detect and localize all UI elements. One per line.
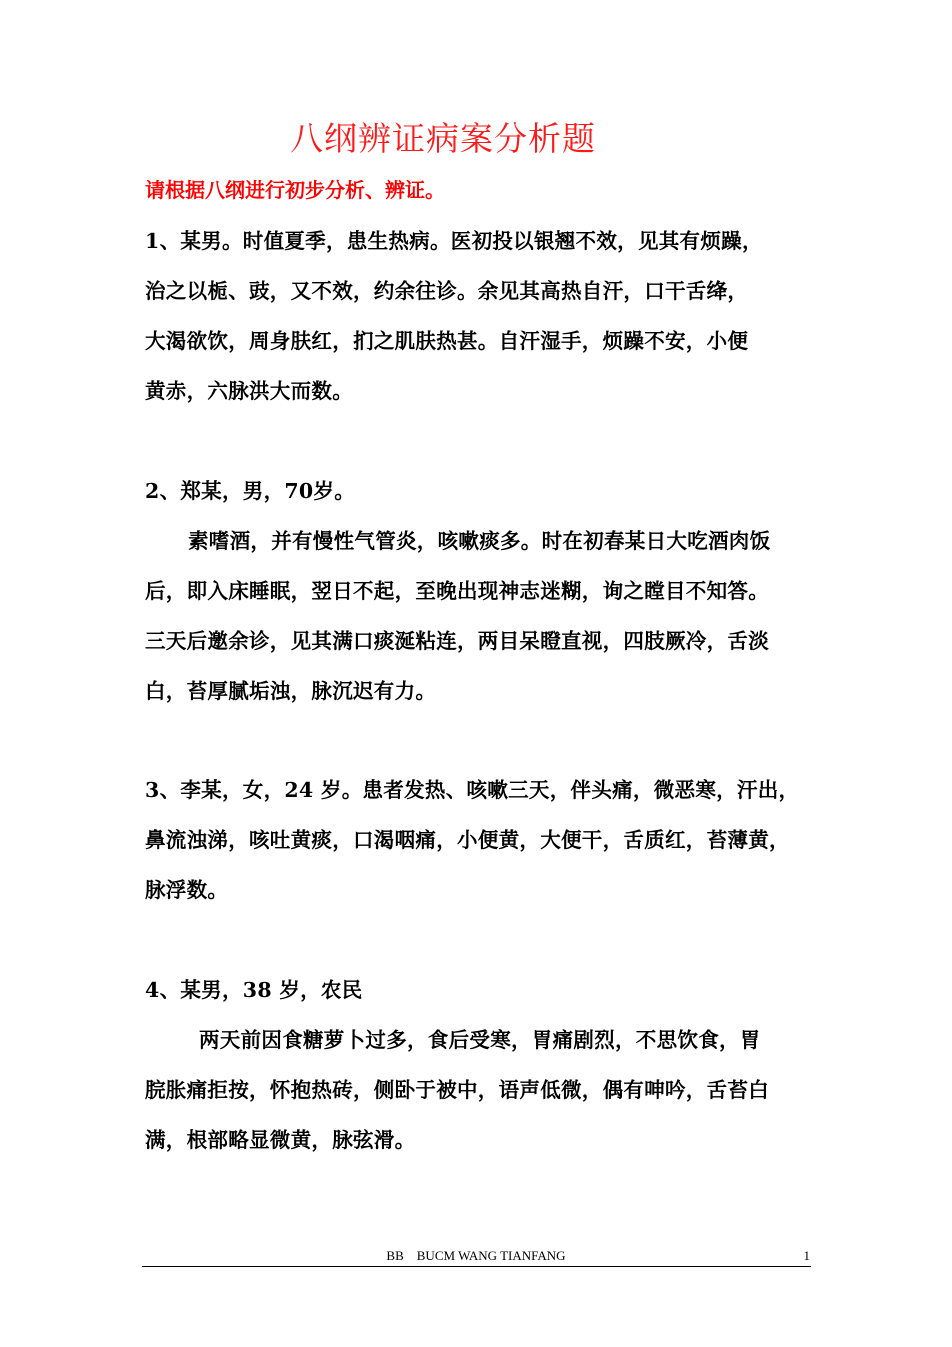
case-2-line-3: 三天后邀余诊，见其满口痰涎粘连，两目呆瞪直视，四肢厥冷，舌淡 [145,629,769,653]
case-4-line-3: 满，根部略显微黄，脉弦滑。 [145,1128,416,1152]
case-1-line-1: 1、某男。时值夏季，患生热病。医初投以银翘不效，见其有烦躁， [145,229,763,253]
case-2-line-2: 后，即入床睡眠，翌日不起，至晚出现神志迷糊，询之瞠目不知答。 [145,579,769,603]
instruction-text: 请根据八纲进行初步分析、辨证。 [145,178,445,202]
case-2-heading: 2、郑某，男，70岁。 [145,479,356,503]
case-4-heading: 4、某男，38 岁，农民 [145,978,363,1002]
case-3-line-1: 3、李某，女，24 岁。患者发热、咳嗽三天，伴头痛，微恶寒，汗出， [145,778,800,802]
case-4-line-2: 脘胀痛拒按，怀抱热砖，侧卧于被中，语声低微，偶有呻吟，舌苔白 [145,1078,769,1102]
footer-page-number: 1 [803,1248,810,1263]
footer-divider [142,1266,811,1267]
case-1-line-2: 治之以栀、豉，又不效，约余往诊。余见其高热自汗，口干舌绛， [145,279,749,303]
case-1-line-4: 黄赤，六脉洪大而数。 [145,379,353,403]
document-title: 八纲辨证病案分析题 [290,119,596,158]
case-1-line-3: 大渴欲饮，周身肤红，扪之肌肤热甚。自汗湿手，烦躁不安，小便 [145,329,749,353]
case-2-line-1: 素嗜酒，并有慢性气管炎，咳嗽痰多。时在初春某日大吃酒肉饭 [188,529,771,553]
case-3-line-2: 鼻流浊涕，咳吐黄痰，口渴咽痛，小便黄，大便干，舌质红，苔薄黄， [145,828,790,852]
case-2-line-4: 白，苔厚腻垢浊，脉沉迟有力。 [145,679,437,703]
case-4-line-1: 两天前因食糖萝卜过多，食后受寒，胃痛剧烈，不思饮食，胃 [199,1028,761,1052]
case-3-line-3: 脉浮数。 [145,878,229,902]
footer-text: BB BUCM WANG TIANFANG [386,1248,566,1263]
